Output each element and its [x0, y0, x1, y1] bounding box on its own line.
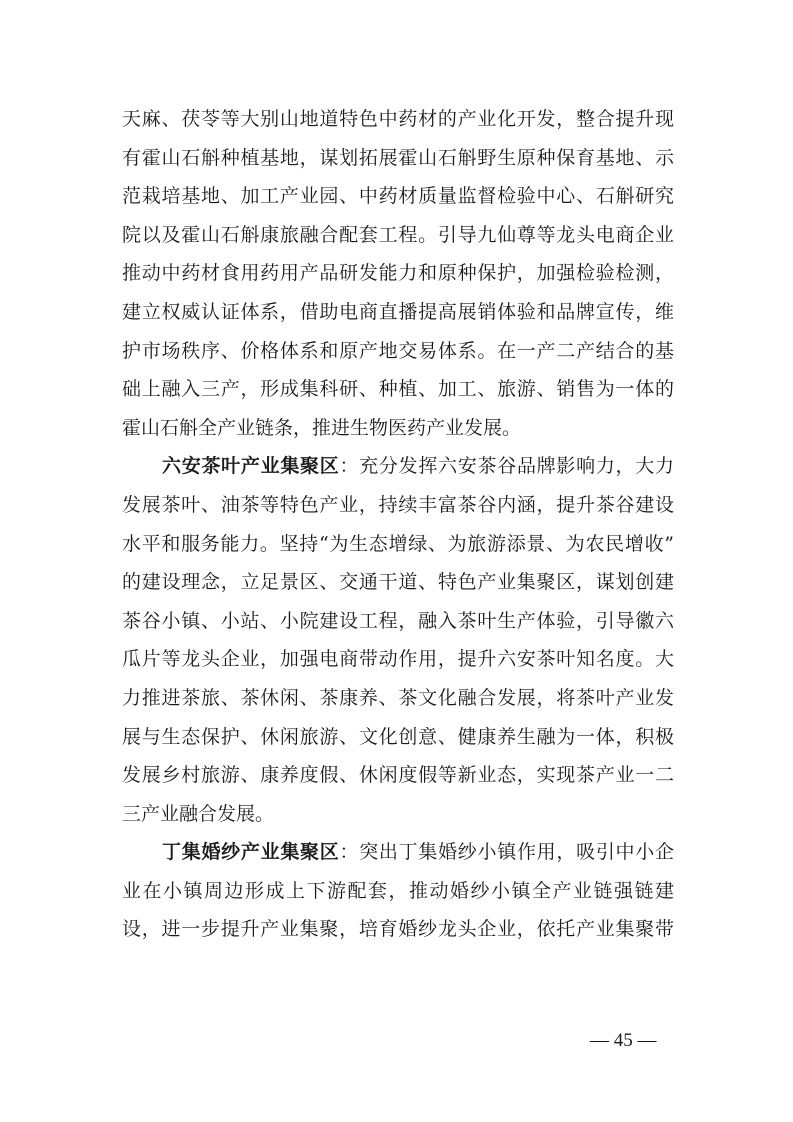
paragraph-first-line — [122, 447, 674, 486]
paragraph-line: 护市场秩序、价格体系和原产地交易体系。在一产二产结合的基 — [122, 339, 674, 362]
paragraph-line: 的建设理念，立足景区、交通干道、特色产业集聚区，谋划创建 — [122, 571, 674, 594]
paragraph-line: 院以及霍山石斛康旅融合配套工程。引导九仙尊等龙头电商企业 — [122, 223, 674, 246]
paragraph-line: 范栽培基地、加工产业园、中药材质量监督检验中心、石斛研究 — [122, 185, 674, 208]
paragraph-line: 展与生态保护、休闲旅游、文化创意、健康养生融为一体，积极 — [122, 725, 674, 748]
paragraph-line: 天麻、茯苓等大别山地道特色中药材的产业化开发，整合提升现 — [122, 108, 674, 130]
paragraph-line: 有霍山石斛种植基地，谋划拓展霍山石斛野生原种保育基地、示 — [122, 146, 674, 169]
paragraph-text: ：充分发挥六安茶谷品牌影响力，大力 — [339, 455, 674, 478]
paragraph-line: 茶谷小镇、小站、小院建设工程，融入茶叶生产体验，引导徽六 — [122, 609, 674, 632]
section-heading: 六安茶叶产业集聚区 — [162, 455, 340, 478]
paragraph-text: ：突出丁集婚纱小镇作用，吸引中小企 — [339, 841, 674, 864]
paragraph-line: 业在小镇周边形成上下游配套，推动婚纱小镇全产业链强链建 — [122, 879, 674, 902]
paragraph-line: 发展茶叶、油茶等特色产业，持续丰富茶谷内涵，提升茶谷建设 — [122, 493, 674, 516]
paragraph-first-line — [122, 833, 674, 872]
paragraph-line: 瓜片等龙头企业，加强电商带动作用，提升六安茶叶知名度。大 — [122, 648, 674, 671]
section-heading: 丁集婚纱产业集聚区 — [162, 841, 340, 864]
paragraph-line: 建立权威认证体系，借助电商直播提高展销体验和品牌宣传，维 — [122, 300, 674, 323]
paragraph-line: 水平和服务能力。坚持“为生态增绿、为旅游添景、为农民增收” — [122, 532, 674, 555]
paragraph-line: 础上融入三产，形成集科研、种植、加工、旅游、销售为一体的 — [122, 378, 674, 401]
paragraph-line: 力推进茶旅、茶休闲、茶康养、茶文化融合发展，将茶叶产业发 — [122, 686, 674, 709]
paragraph-line: 三产业融合发展。 — [122, 802, 275, 825]
paragraph-line: 发展乡村旅游、康养度假、休闲度假等新业态，实现茶产业一二 — [122, 764, 674, 787]
page-number: — 45 — — [590, 1030, 657, 1051]
paragraph-line: 设，进一步提升产业集聚，培育婚纱龙头企业，依托产业集聚带 — [122, 918, 674, 941]
paragraph-line: 推动中药材食用药用产品研发能力和原种保护，加强检验检测， — [122, 262, 674, 285]
paragraph-line: 霍山石斛全产业链条，推进生物医药产业发展。 — [122, 416, 522, 439]
body-text — [122, 100, 674, 949]
